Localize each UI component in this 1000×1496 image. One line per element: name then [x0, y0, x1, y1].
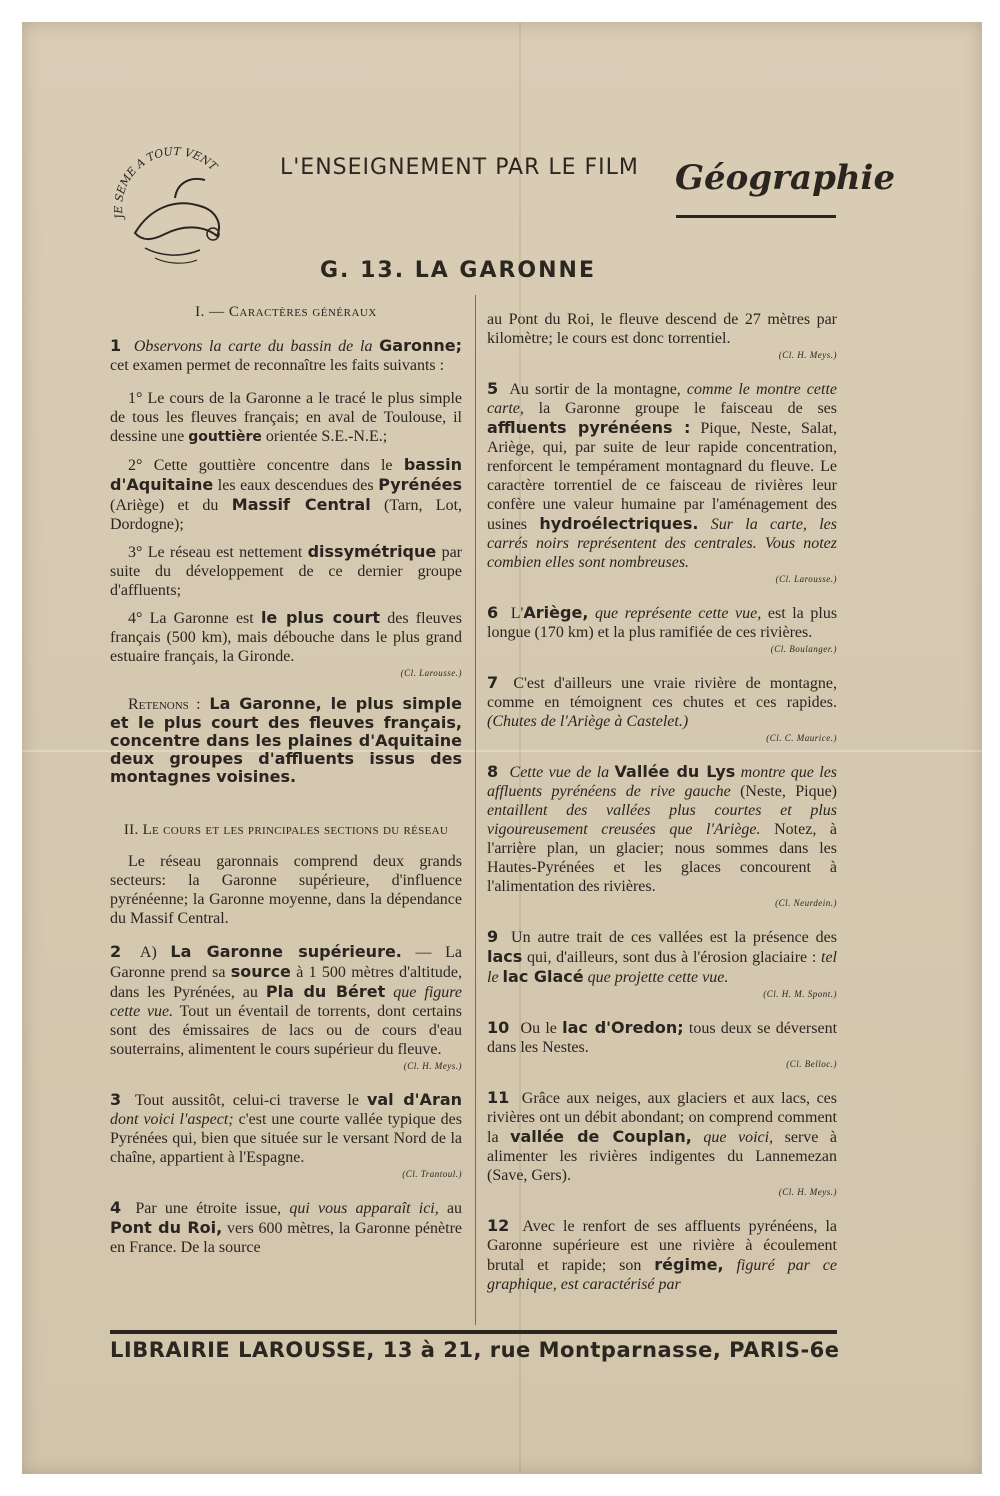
text-italic: Cette vue de la — [509, 764, 610, 781]
text-bold: dissymétrique — [307, 542, 437, 561]
photo-credit: (Cl. Boulanger.) — [770, 644, 837, 654]
text: Tout un éventail de torrents, dont certains sont des émissaires de lacs ou de cours d'eau souterrains, alimentent le cours supérieur du fleuve. — [110, 1003, 463, 1058]
text-bold: gouttière — [188, 429, 262, 445]
text-bold: Ariège, — [523, 603, 589, 622]
page-title: G. 13. LA GARONNE — [320, 258, 596, 283]
paragraph-number: 10 — [487, 1018, 510, 1037]
text: Un autre trait de ces vallées est la présence des — [511, 929, 838, 946]
text-bold: val d'Aran — [366, 1090, 463, 1109]
paragraph-number: 2 — [110, 942, 122, 961]
photo-credit: (Cl. H. M. Spont.) — [763, 989, 837, 999]
photo-credit: (Cl. H. Meys.) — [778, 350, 837, 360]
text-bold: Massif Central — [231, 495, 371, 514]
text-bold: affluents pyrénéens : — [487, 418, 691, 437]
text: C'est d'ailleurs une vraie rivière de montagne, comme en témoignent ces chutes et ces rapides. — [487, 675, 837, 711]
text: est la plus longue (170 km) et la plus ramifiée de ces rivières. — [487, 605, 838, 641]
sower-logo-icon — [105, 138, 245, 278]
paragraph-number: 7 — [487, 673, 499, 692]
text: (Neste, Pique) — [740, 783, 838, 800]
paragraph-number: 1 — [110, 336, 122, 355]
text-bold: Pont du Roi, — [110, 1218, 223, 1237]
text: au Pont du Roi, le fleuve descend de 27 mètres par kilomètre; le cours est donc torrentiel. — [487, 311, 837, 347]
text-bold: La Garonne supérieure. — [170, 942, 402, 961]
fact-3 — [110, 542, 462, 600]
text-bold: régime, — [654, 1255, 724, 1274]
text: 3° Le réseau est nettement — [128, 544, 303, 561]
text: 1° Le cours de la Garonne a le tracé le plus simple de tous les fleuves français; en aval de Toulouse, il dessine une — [110, 390, 462, 445]
text: Par une étroite issue, — [135, 1200, 282, 1217]
section-2-intro: Le réseau garonnais comprend deux grands secteurs: la Garonne supérieure, d'influence pyrénéenne; la Garonne moyenne, dans la dépendance du Massif Central. — [110, 853, 462, 927]
text: les eaux descendues des — [217, 477, 374, 494]
section-1-title: I. — Caractères généraux — [195, 304, 377, 320]
paragraph-8 — [487, 762, 837, 913]
text-bold: lacs — [487, 947, 523, 966]
retenons-summary — [110, 695, 462, 786]
text: la Garonne groupe le faisceau de ses — [538, 400, 838, 417]
text-italic: qui vous apparaît ici, — [289, 1200, 439, 1217]
paragraph-10 — [487, 1018, 837, 1074]
text: Pique, Neste, Salat, Ariège, qui, par suite de leur rapide concentration, renforcent le tempérament montagnard du fleuve. Le caractère torrentiel de ce faisceau de rivières leur confère une valeur humaine par l'aménagement des usines — [487, 420, 838, 533]
text-italic: dont voici l'aspect; — [110, 1111, 234, 1128]
text-bold: le plus court — [260, 608, 381, 627]
text-bold: Garonne; — [379, 336, 463, 355]
paragraph-number: 11 — [487, 1088, 510, 1107]
paragraph-number: 3 — [110, 1090, 122, 1109]
text-bold: lac Glacé — [502, 967, 584, 986]
paragraph-number: 4 — [110, 1198, 122, 1217]
paragraph-1 — [110, 336, 462, 375]
photo-credit: (Cl. H. Meys.) — [403, 1061, 462, 1071]
text: à 1 500 mètres d'altitude, dans les Pyrénées, au — [110, 964, 463, 1001]
text-bold: bassin d'Aquitaine — [110, 455, 462, 494]
text: cet examen permet de reconnaître les faits suivants : — [110, 357, 445, 374]
section-2-title: II. Le cours et les principales sections du réseau — [123, 822, 449, 838]
text-italic: que représente cette vue, — [595, 605, 762, 622]
left-column — [110, 293, 462, 1271]
publisher-footer: LIBRAIRIE LAROUSSE, 13 à 21, rue Montparnasse, PARIS-6e — [110, 1338, 840, 1362]
column-separator — [475, 295, 476, 1325]
paragraph-number: 9 — [487, 927, 499, 946]
text: Grâce aux neiges, aux glaciers et aux lacs, ces rivières ont un débit abondant; on comprend comment la — [487, 1090, 838, 1146]
text-italic: (Chutes de l'Ariège à Castelet.) — [487, 713, 689, 730]
fact-2 — [110, 455, 462, 534]
text: Tout aussitôt, celui-ci traverse le — [134, 1092, 359, 1109]
text-italic: que voici, — [703, 1129, 774, 1146]
footer-rule — [110, 1330, 837, 1334]
text-italic: entaillent des vallées plus courtes et plus vigoureusement creusées que l'Ariège. — [487, 802, 837, 838]
paragraph-4 — [110, 1198, 462, 1257]
text: au — [446, 1200, 463, 1217]
paragraph-11 — [487, 1088, 837, 1202]
text-italic: tel le — [487, 949, 837, 986]
text: L' — [510, 605, 524, 622]
paragraph-3 — [110, 1090, 462, 1184]
text-italic: que figure cette vue. — [110, 984, 463, 1020]
text: (Tarn, Lot, Dordogne); — [110, 497, 463, 533]
right-column — [487, 293, 837, 1308]
text: Retenons : — [128, 696, 201, 713]
text-italic: Observons la carte du bassin de la — [133, 338, 373, 355]
text-italic: figuré par ce graphique, est caractérisé par — [487, 1257, 838, 1293]
text: (Ariège) et du — [110, 497, 219, 514]
text-bold: Pla du Béret — [265, 982, 386, 1001]
photo-credit: (Cl. H. Meys.) — [778, 1187, 837, 1197]
text: Notez, à l'arrière plan, un glacier; nous sommes dans les Hautes-Pyrénées et les glaces concourent à l'alimentation des rivières. — [487, 821, 838, 895]
fact-4 — [110, 608, 462, 683]
paragraph-4-continued — [487, 310, 837, 365]
text: par suite du développement de ce dernier groupe d'affluents; — [110, 544, 463, 599]
paragraph-9 — [487, 927, 837, 1004]
paragraph-number: 8 — [487, 762, 499, 781]
text: qui, d'ailleurs, sont dus à l'érosion glaciaire : — [527, 949, 817, 966]
svg-text:JE SEME A TOUT VENT — [112, 145, 221, 222]
text-italic: montre que les affluents pyrénéens de rive gauche — [487, 764, 838, 800]
paragraph-5 — [487, 379, 837, 589]
text-bold: Pyrénées — [378, 475, 463, 494]
text: 2° Cette gouttière concentre dans le — [128, 457, 393, 474]
paragraph-12 — [487, 1216, 837, 1294]
text: A) — [139, 944, 157, 961]
text: orientée S.E.-N.E.; — [265, 428, 388, 445]
fact-1 — [110, 389, 462, 447]
text: vers 600 mètres, la Garonne pénètre en France. De la source — [110, 1220, 463, 1256]
text: Avec le renfort de ses affluents pyrénéens, la Garonne supérieure est une rivière à écoulement brutal et rapide; son — [487, 1218, 837, 1274]
paragraph-6 — [487, 603, 837, 659]
text: tous deux se déversent dans les Nestes. — [487, 1020, 838, 1056]
paragraph-2 — [110, 942, 462, 1076]
photo-credit: (Cl. Trantoul.) — [402, 1169, 462, 1179]
text: Au sortir de la montagne, — [509, 381, 681, 398]
text-bold: source — [230, 962, 291, 981]
photo-credit: (Cl. Larousse.) — [400, 668, 462, 678]
photo-credit: (Cl. C. Maurice.) — [766, 733, 837, 743]
subject-title: Géographie — [675, 158, 896, 198]
text-italic: que projette cette vue. — [587, 969, 729, 986]
text: c'est une courte vallée typique des Pyrénées qui, bien que située sur le versant Nord de la chaîne, appartient à l'Espagne. — [110, 1111, 463, 1166]
series-title: L'ENSEIGNEMENT PAR LE FILM — [280, 155, 639, 180]
text-bold: Vallée du Lys — [614, 762, 736, 781]
subject-underline — [676, 215, 836, 218]
text: des fleuves français (500 km), mais débouche dans le plus grand estuaire français, la Gironde. — [110, 610, 463, 665]
logo-motto: JE SEME A TOUT VENT — [111, 144, 220, 220]
text: 4° La Garonne est — [128, 610, 254, 627]
paragraph-7 — [487, 673, 837, 748]
photo-credit: (Cl. Larousse.) — [775, 574, 837, 584]
paragraph-number: 5 — [487, 379, 499, 398]
text: Ou le — [520, 1020, 557, 1037]
photo-credit: (Cl. Neurdein.) — [775, 898, 837, 908]
text-bold: La Garonne, le plus simple et le plus court des fleuves français, concentre dans les plaines d'Aquitaine deux groupes d'affluents issus des montagnes voisines. — [110, 694, 462, 786]
text-italic: comme le montre cette carte, — [487, 381, 837, 417]
photo-credit: (Cl. Belloc.) — [786, 1059, 837, 1069]
text-bold: lac d'Oredon; — [562, 1018, 684, 1037]
text: — La Garonne prend sa — [110, 944, 463, 981]
text-bold: hydroélectriques. — [539, 514, 699, 533]
text-bold: vallée de Couplan, — [510, 1127, 692, 1146]
paragraph-number: 6 — [487, 603, 499, 622]
text-italic: Sur la carte, les carrés noirs représentent des centrales. Vous notez combien elles sont nombreuses. — [487, 516, 838, 571]
text: serve à alimenter les rivières indigentes du Lannemezan (Save, Gers). — [487, 1129, 837, 1184]
paragraph-number: 12 — [487, 1216, 510, 1235]
